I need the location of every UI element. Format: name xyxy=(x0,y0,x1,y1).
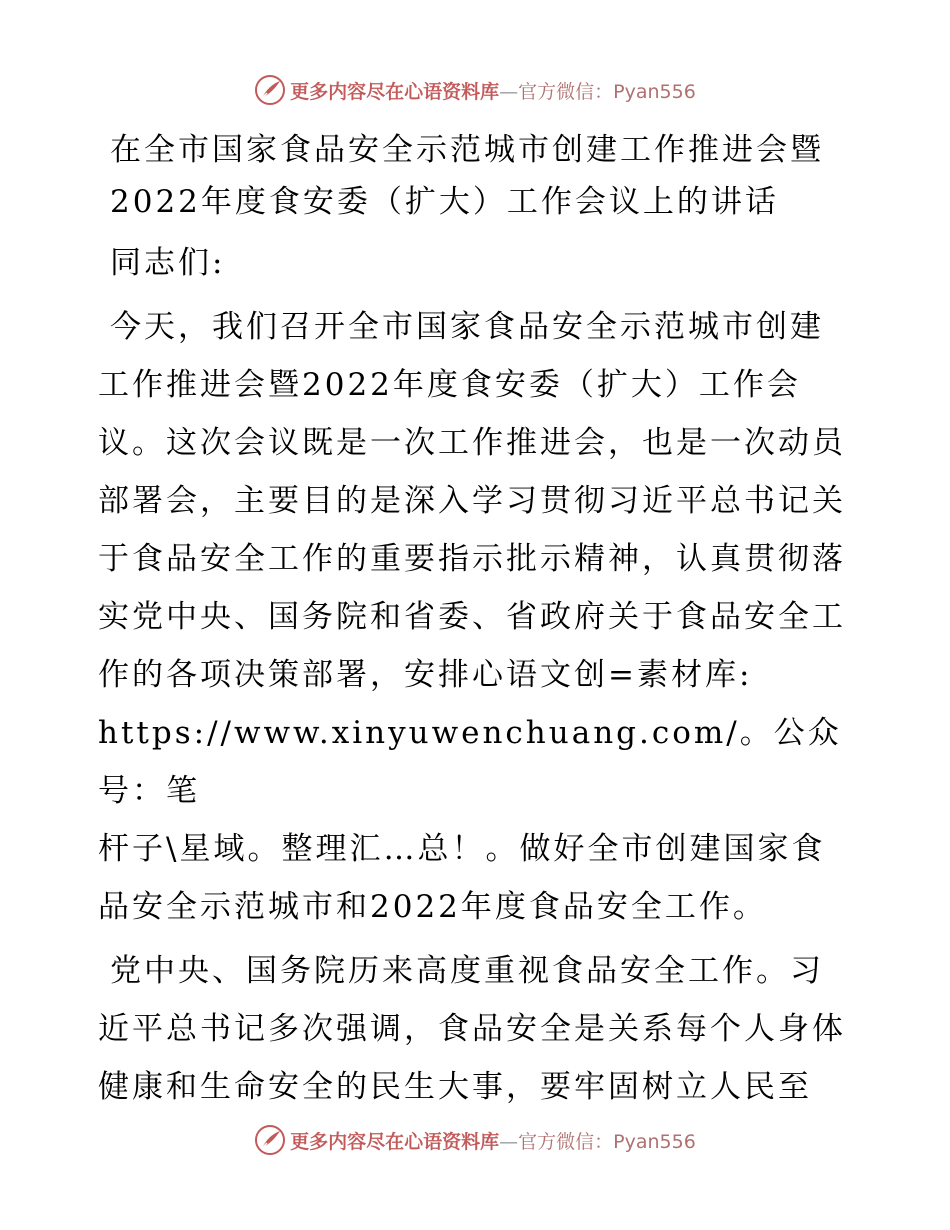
title-line-2: 2022年度食安委（扩大）工作会议上的讲话 xyxy=(110,184,779,220)
paragraph-line: 今天，我们召开全市国家食品安全示范城市创建 xyxy=(110,309,824,345)
banner-text xyxy=(290,77,696,104)
banner-separator: — xyxy=(499,1130,519,1153)
header-banner xyxy=(0,72,950,108)
banner-separator: — xyxy=(499,80,519,103)
paragraph-line: 作的各项决策部署，安排心语文创=素材库: xyxy=(98,657,753,693)
feather-logo-icon xyxy=(254,74,286,106)
paragraph-1 xyxy=(98,298,858,936)
title-line-1: 在全市国家食品安全示范城市创建工作推进会暨 xyxy=(110,132,824,168)
paragraph-2 xyxy=(98,942,858,1116)
paragraph-line: 党中央、国务院历来高度重视食品安全工作。习 xyxy=(110,953,824,989)
greeting xyxy=(98,234,858,292)
banner-site-name: 更多内容尽在心语资料库 xyxy=(290,1130,500,1153)
feather-logo-icon xyxy=(254,1124,286,1156)
document-body xyxy=(98,124,858,1122)
greeting-text: 同志们: xyxy=(110,245,226,281)
paragraph-line: 议。这次会议既是一次工作推进会，也是一次动员 xyxy=(98,425,846,461)
paragraph-line: 工作推进会暨2022年度食安委（扩大）工作会 xyxy=(98,367,801,403)
footer-banner xyxy=(0,1122,950,1158)
paragraph-line: 杆子\星域。整理汇…总！。做好全市创建国家食 xyxy=(98,831,826,867)
paragraph-line: 品安全示范城市和2022年度食品安全工作。 xyxy=(98,889,767,925)
paragraph-line: 健康和生命安全的民生大事，要牢固树立人民至 xyxy=(98,1069,812,1105)
paragraph-line: https://www.xinyuwenchuang.com/。公众号：笔 xyxy=(98,715,842,809)
paragraph-line: 部署会，主要目的是深入学习贯彻习近平总书记关 xyxy=(98,483,846,519)
banner-site-name: 更多内容尽在心语资料库 xyxy=(290,80,500,103)
banner-text xyxy=(290,1127,696,1154)
banner-wechat: 官方微信：Pyan556 xyxy=(518,1130,696,1153)
paragraph-line: 近平总书记多次强调，食品安全是关系每个人身体 xyxy=(98,1011,846,1047)
paragraph-line: 实党中央、国务院和省委、省政府关于食品安全工 xyxy=(98,599,846,635)
paragraph-line: 于食品安全工作的重要指示批示精神，认真贯彻落 xyxy=(98,541,846,577)
document-title xyxy=(98,124,858,228)
banner-wechat: 官方微信：Pyan556 xyxy=(518,80,696,103)
